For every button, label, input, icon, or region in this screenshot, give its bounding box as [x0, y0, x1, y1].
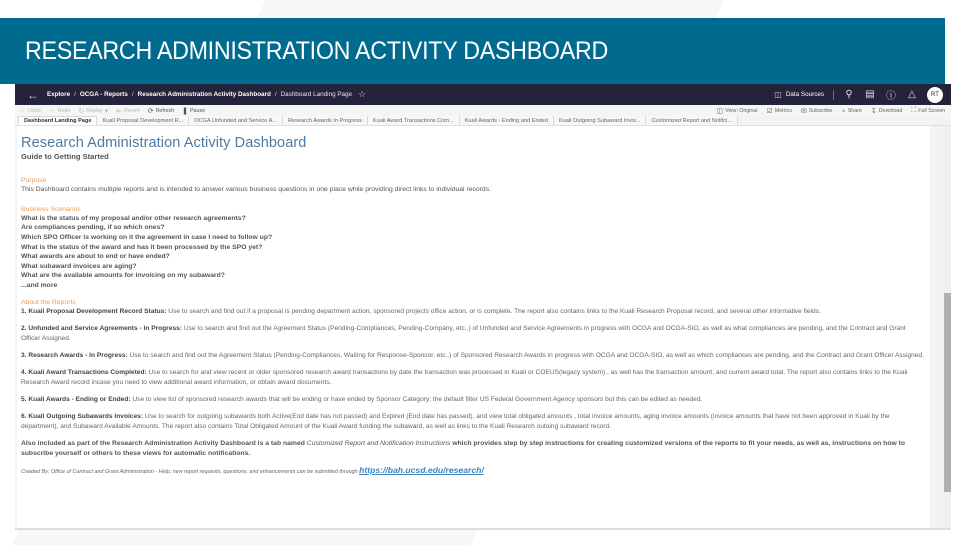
refresh-label: Refresh — [155, 107, 175, 114]
tab-kuali-award-transactions[interactable]: Kuali Award Transactions Com... — [368, 116, 460, 125]
dashboard-content — [17, 126, 930, 528]
full-screen-button[interactable] — [911, 107, 945, 115]
breadcrumb — [47, 89, 366, 100]
data-details-icon[interactable]: ▤ — [865, 89, 875, 100]
arrow-left-icon[interactable]: ← — [27, 87, 39, 102]
scenario-item: What are the available amounts for invoicing on my subaward? — [21, 272, 225, 280]
report-name: 2. Unfunded and Service Agreements - In Progress: — [21, 324, 182, 332]
help-link[interactable]: https://bah.ucsd.edu/research/ — [359, 464, 484, 475]
pause-icon: ❚ — [182, 107, 189, 115]
navbar-actions — [774, 87, 943, 103]
data-sources-label: Data Sources — [785, 91, 824, 98]
tab-customized-report[interactable]: Customized Report and Notifci... — [646, 116, 738, 125]
toolbar-right — [707, 107, 945, 115]
scenario-item: Are compliances pending, if so which ones? — [21, 224, 165, 232]
dashboard-title: Research Administration Activity Dashboard — [21, 135, 307, 151]
report-name: 6. Kuali Outgoing Subawards Invoices: — [21, 412, 144, 420]
metrics-button[interactable] — [767, 107, 792, 115]
view-original-label: View: Original — [724, 107, 758, 114]
report-description: Use to search for and view recent or older sponsored research award transactions by date the transaction was processed in Kuali or COEUS(legacy system) , as well has the transaction amount, and current award total. The report also contains links to the Kuali Research Award record incase you need to view additional award information, or obtain award documents. — [21, 368, 908, 386]
report-description: Use to search for outgoing subawards both Active(End date has not passed) and Expired (End date has passed), and view total obligated amounts , total invoice amounts, aging invoice amounts (invoice amounts that have not been approved in Kuali by the department), and Subaward Available Amounts. The report also contains Total Obligated Amount of the Kuali Award funding the subaward, as well as links to the Kuali Research outoing subaward record. — [21, 412, 890, 430]
undo-label: Undo — [28, 107, 41, 114]
refresh-icon: ⟳ — [147, 107, 154, 115]
report-item — [21, 412, 926, 432]
breadcrumb-current-page: Dashboard Landing Page — [280, 91, 353, 98]
tableau-app-window — [15, 84, 951, 528]
report-description: Use to search and find out the Agreement Status (Pending-Compliances, Pending-Company, etc..) of Unfunded and Service Agreements in progress with OCGA and OCGA-SIO, as well as what compliances are pending, and the Contract and Grant Officer Assigned. — [21, 324, 906, 342]
subscribe-icon: ✉ — [800, 107, 807, 115]
credit-text: Created By: Office of Contract and Grant Administration - Help, new report requests, questions, and enhancements can be submitted through — [21, 468, 360, 475]
breadcrumb-separator: / — [74, 91, 76, 98]
redo-icon: → — [48, 107, 56, 114]
replay-button[interactable] — [78, 107, 108, 115]
report-name: 3. Research Awards - In Progress: — [21, 351, 128, 359]
scenario-item: What subaward invoices are aging? — [21, 262, 137, 270]
subscribe-button[interactable] — [801, 107, 832, 115]
chevron-down-icon[interactable]: ▾ — [104, 107, 109, 115]
share-icon: ∘ — [841, 107, 846, 115]
breadcrumb-dashboard[interactable]: Research Administration Activity Dashboard — [137, 91, 271, 98]
breadcrumb-ocga-reports[interactable]: OCGA - Reports — [79, 91, 128, 98]
reports-list — [21, 307, 926, 432]
report-description: Use to view list of sponsored research awards that will be ending or have ended by Sponsor Category; the default filter US Federal Government Agency sponsors but this can be edited as needed. — [130, 395, 703, 403]
help-icon[interactable]: ⓘ — [886, 91, 896, 102]
content-bottom-edge — [15, 528, 951, 530]
report-name: 4. Kuali Award Transactions Completed: — [21, 368, 147, 376]
database-icon: ◫ — [774, 90, 782, 99]
share-label: Share — [847, 107, 862, 114]
purpose-text: This Dashboard contains multiple reports and is intended to answer various business questions in one place while providing direct links to individual records. — [21, 186, 491, 193]
report-description: Use to search and find out if a proposal is pending department action, sponsored projects office action, or is complete. The report also contains links to the Kuali Research Proposal record, and several other informative fields. — [166, 307, 821, 315]
sheet-tabs — [15, 116, 951, 126]
undo-button[interactable] — [19, 107, 41, 114]
share-button[interactable] — [841, 107, 862, 115]
redo-button[interactable] — [49, 107, 71, 114]
tab-research-awards-in-progress[interactable]: Research Awards In Progress — [283, 116, 368, 125]
scenario-item: What is the status of my proposal and/or other research agreements? — [21, 214, 246, 222]
scenario-item: ...and more — [21, 281, 58, 289]
search-icon[interactable]: ⚲ — [845, 89, 853, 100]
credit-line — [21, 465, 926, 475]
revert-icon: ⇤ — [116, 107, 123, 115]
also-included-text — [21, 439, 926, 459]
report-item — [21, 368, 926, 388]
breadcrumb-explore[interactable]: Explore — [47, 91, 71, 98]
metrics-label: Metrics — [774, 107, 792, 114]
pause-button[interactable] — [182, 107, 205, 115]
report-item — [21, 324, 926, 344]
scenario-item: What is the status of the award and has it been processed by the SPO yet? — [21, 243, 263, 251]
breadcrumb-separator: / — [274, 91, 277, 98]
dashboard-subtitle: Guide to Getting Started — [21, 152, 109, 161]
slide-banner — [0, 18, 945, 84]
tab-kuali-proposal-development[interactable]: Kuali Proposal Development R... — [97, 116, 189, 125]
report-name: 1. Kuali Proposal Development Record Status: — [21, 307, 167, 315]
metrics-icon: ☑ — [766, 107, 773, 115]
top-navbar — [15, 84, 951, 105]
refresh-button[interactable] — [148, 107, 174, 115]
star-icon[interactable]: ☆ — [358, 89, 367, 99]
bell-icon[interactable]: △ — [908, 89, 916, 100]
also-tab-name: Customized Report and Notification Instructions — [306, 439, 451, 447]
full-screen-label: Full Screen — [918, 107, 945, 114]
report-item — [21, 307, 926, 317]
revert-button[interactable] — [116, 107, 139, 115]
pause-label: Pause — [190, 107, 206, 114]
also-before: Also included as part of the Research Administration Activity Dashboard is a tab named — [21, 439, 307, 447]
scenario-item: What awards are about to end or have ended? — [21, 253, 170, 261]
fullscreen-icon: ⛶ — [911, 106, 917, 114]
subscribe-label: Subscribe — [808, 107, 833, 114]
scenario-item: Which SPO Officer is working on it the agreement in case I need to follow up? — [21, 233, 273, 241]
report-name: 5. Kuali Awards - Ending or Ended: — [21, 395, 131, 403]
scenarios-list — [21, 214, 926, 291]
view-original-button[interactable] — [716, 107, 757, 115]
view-toolbar — [15, 105, 951, 116]
tab-kuali-outgoing-subaward[interactable]: Kuali Outgoing Subaward Invoi... — [554, 116, 646, 125]
view-icon: ◫ — [716, 107, 723, 115]
vertical-scrollbar[interactable] — [943, 126, 951, 528]
report-item — [21, 395, 926, 405]
scenarios-heading: Business Scenarios — [21, 205, 81, 213]
purpose-heading: Purpose — [21, 177, 47, 184]
tab-kuali-awards-ending[interactable]: Kuali Awards - Ending and Ended — [460, 116, 554, 125]
replay-label: Replay — [86, 107, 103, 114]
tab-dashboard-landing-page[interactable]: Dashboard Landing Page — [18, 116, 97, 125]
breadcrumb-separator: / — [131, 91, 134, 98]
report-description: Use to search and find out the Agreement Status (Pending-Compliances, Waiting for Response-Sponsor, etc..) of Sponsored Research Awards in progress with OCGA and OCGA-SIO, as well as which compliances are pending, and the Contract and Grant Officer Assigned. — [127, 351, 924, 359]
also-after: which provides step by step instructions for creating customized versions of the reports to fit your needs, as well as, instructions on how to subscribe yourself or others to these views for automatic notifications. — [21, 439, 906, 457]
user-avatar[interactable]: RT — [927, 87, 943, 103]
download-button[interactable] — [871, 107, 902, 115]
slide-title: RESEARCH ADMINISTRATION ACTIVITY DASHBOARD — [25, 36, 608, 65]
download-icon: ↧ — [870, 107, 877, 115]
data-sources-button[interactable] — [774, 90, 824, 99]
undo-icon: ← — [19, 107, 26, 114]
redo-label: Redo — [57, 107, 71, 114]
revert-label: Revert — [124, 107, 140, 114]
tab-ocga-unfunded-service[interactable]: OCGA Unfunded and Service A... — [189, 116, 283, 125]
report-item — [21, 351, 926, 361]
navbar-divider — [833, 90, 834, 100]
reports-heading: About the Reports — [21, 298, 76, 306]
download-label: Download — [878, 107, 903, 114]
replay-icon: ↻ — [78, 107, 85, 115]
scrollbar-thumb[interactable] — [944, 293, 951, 492]
